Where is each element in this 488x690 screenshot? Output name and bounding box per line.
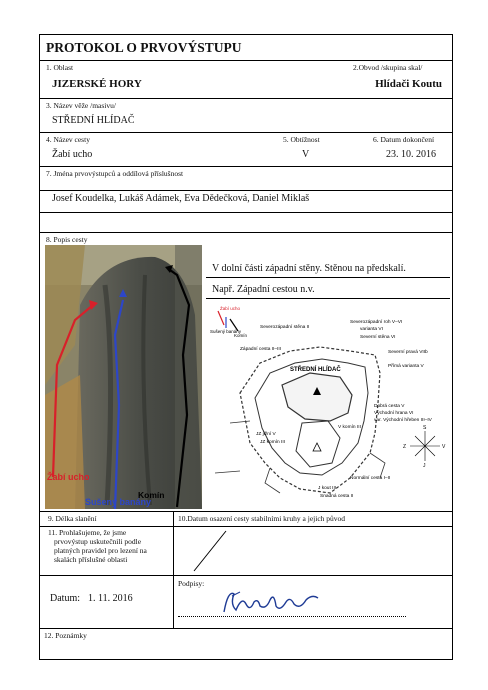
map-label-normalni: Normální cesta I–II	[350, 476, 391, 481]
row-vez	[40, 99, 452, 133]
declaration-line-2: prvovýstup uskutečnili podle	[54, 537, 142, 546]
form-title: PROTOKOL O PRVOVÝSTUPU	[46, 40, 242, 55]
photo-label-zabi-ucho: Žabí ucho	[47, 472, 90, 482]
protocol-form	[39, 34, 453, 660]
map-label-jz-jizni: JZ jižní V	[256, 432, 276, 437]
signature-dotted-line	[178, 616, 406, 617]
map-label-severozapadni-roh: Severozápadní roh V–VI	[350, 320, 403, 325]
svg-text:Z: Z	[403, 444, 407, 450]
row-prohlaseni	[40, 527, 452, 576]
label-vez: 3. Název věže /masivu/	[46, 101, 116, 110]
map-label-var-vychodni: var. Východní hřeben III–IV	[374, 418, 432, 423]
map-label-varianta-vi: varianta VI	[360, 327, 383, 332]
label-poznamky: 12. Poznámky	[44, 631, 87, 640]
map-label-v-komin: V komín III	[338, 425, 361, 430]
legend-suseny: Sušený banány	[210, 329, 242, 334]
photo-label-komin: Komín	[138, 490, 165, 500]
label-datum-dokonceni: 6. Datum dokončení	[373, 135, 435, 144]
row-cesta	[40, 133, 452, 167]
legend-zabi-ucho: Žabí ucho	[220, 306, 241, 311]
map-label-prima-varianta: Přímá varianta V	[388, 364, 424, 369]
map-label-severni-prava: Severní pravá VIIb	[388, 350, 428, 355]
declaration-line-3: platných pravidel pro lezení na	[54, 546, 147, 555]
map-label-severni-stena: Severní stěna VI	[360, 335, 396, 340]
route-map	[210, 303, 450, 509]
photo-label-suseny-banany: Sušený banány	[85, 497, 152, 507]
map-tower-name: STŘEDNÍ HLÍDAČ	[290, 367, 341, 373]
route-description-2: Např. Západní cestou n.v.	[212, 284, 315, 295]
row-oblast	[40, 61, 452, 99]
label-oblast: 1. Oblast	[46, 63, 74, 72]
label-delka-slaneni: 9. Délka slanění	[48, 514, 97, 523]
title-row	[40, 35, 452, 61]
label-obvod: 2.Obvod /skupina skal/	[353, 63, 423, 72]
map-label-snadna: Snadná cesta II	[320, 494, 354, 499]
map-label-severozapadni-stena: Severozápadní stěna II	[260, 325, 310, 330]
row-jmena-value	[40, 191, 452, 213]
route-photo	[45, 245, 202, 509]
row-popis	[40, 233, 452, 512]
row-empty	[40, 213, 452, 233]
map-label-jz-komin: JZ komín III	[260, 440, 286, 445]
value-obvod: Hlídači Koutu	[375, 78, 442, 90]
row-jmena	[40, 167, 452, 191]
label-datum: Datum:	[50, 593, 80, 604]
value-cesta: Žabí ucho	[52, 149, 93, 160]
label-cesta: 4. Název cesty	[46, 135, 90, 144]
value-datum: 1. 11. 2016	[88, 593, 133, 604]
value-vez: STŘEDNÍ HLÍDAČ	[52, 115, 135, 126]
map-label-zapadni-cesta: Západní cesta II–III	[240, 347, 282, 352]
label-obtiznost: 5. Obtížnost	[283, 135, 320, 144]
map-label-dobra-cesta: Dobrá cesta V	[374, 404, 405, 409]
declaration-line-4: skalách příslušné oblasti	[54, 555, 128, 564]
label-jmena: 7. Jména prvovýstupců a oddílová příslušnost	[46, 169, 184, 178]
signature	[218, 586, 328, 618]
value-oblast: JIZERSKÉ HORY	[52, 78, 142, 90]
row-datum-podpisy	[40, 576, 452, 629]
label-popis: 8. Popis cesty	[46, 235, 88, 244]
value-jmena: Josef Koudelka, Lukáš Adámek, Eva Dědečková, Daniel Miklaš	[52, 193, 310, 204]
label-podpisy: Podpisy:	[178, 579, 205, 588]
label-datum-osazeni: 10.Datum osazení cesty stabilními kruhy a jejich původ	[178, 514, 346, 523]
declaration-line-1: 11. Prohlašujeme, že jsme	[48, 528, 127, 537]
map-label-vychodni-hrana: Východní hrana VI	[374, 411, 414, 416]
value-obtiznost: V	[302, 149, 310, 160]
svg-text:V: V	[442, 444, 446, 450]
legend-komin: Komín	[234, 333, 248, 338]
value-datum-dokonceni: 23. 10. 2016	[386, 149, 436, 160]
map-label-j-kout: J kout III	[318, 486, 337, 491]
row-9-10	[40, 512, 452, 527]
route-description-1: V dolní části západní stěny. Stěnou na předskalí.	[212, 263, 406, 274]
strike-line	[190, 529, 230, 573]
svg-text:S: S	[423, 425, 427, 431]
svg-text:J: J	[423, 463, 426, 469]
compass-icon	[403, 425, 446, 469]
